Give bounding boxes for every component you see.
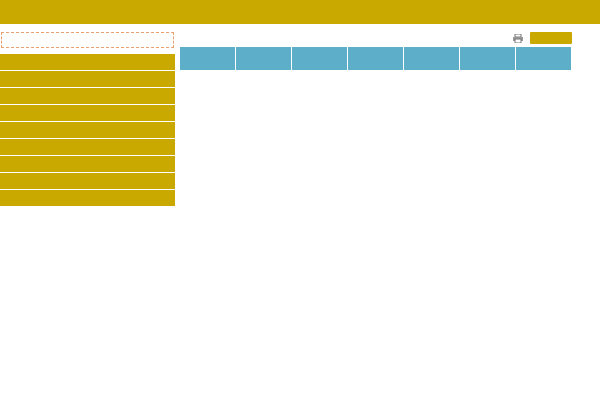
day-header-monday <box>236 47 292 70</box>
day-header-saturday <box>516 47 572 70</box>
sidebar-item-dinner-meals[interactable] <box>0 122 175 138</box>
sidebar-item-featured-week[interactable] <box>0 71 175 87</box>
day-header-tuesday <box>292 47 348 70</box>
sidebar-item-lunch[interactable] <box>0 105 175 121</box>
sidebar-item-gluten-free[interactable] <box>0 156 175 172</box>
day-header-thursday <box>404 47 460 70</box>
day-header-wednesday <box>348 47 404 70</box>
sidebar-item-favorites[interactable] <box>0 54 175 70</box>
save-week-button[interactable] <box>530 32 572 44</box>
day-header-row <box>180 47 572 70</box>
sidebar-item-vegetarian[interactable] <box>0 173 175 189</box>
day-header-friday <box>460 47 516 70</box>
sidebar-item-nut-free[interactable] <box>0 190 175 206</box>
meal-plan-grid <box>180 47 572 70</box>
top-navigation <box>0 0 600 24</box>
search-input[interactable] <box>1 32 174 48</box>
sidebar-item-breakfast[interactable] <box>0 88 175 104</box>
sidebar-item-snacks[interactable] <box>0 139 175 155</box>
day-header-sunday <box>180 47 236 70</box>
print-icon[interactable] <box>513 34 523 43</box>
sidebar <box>0 54 175 207</box>
